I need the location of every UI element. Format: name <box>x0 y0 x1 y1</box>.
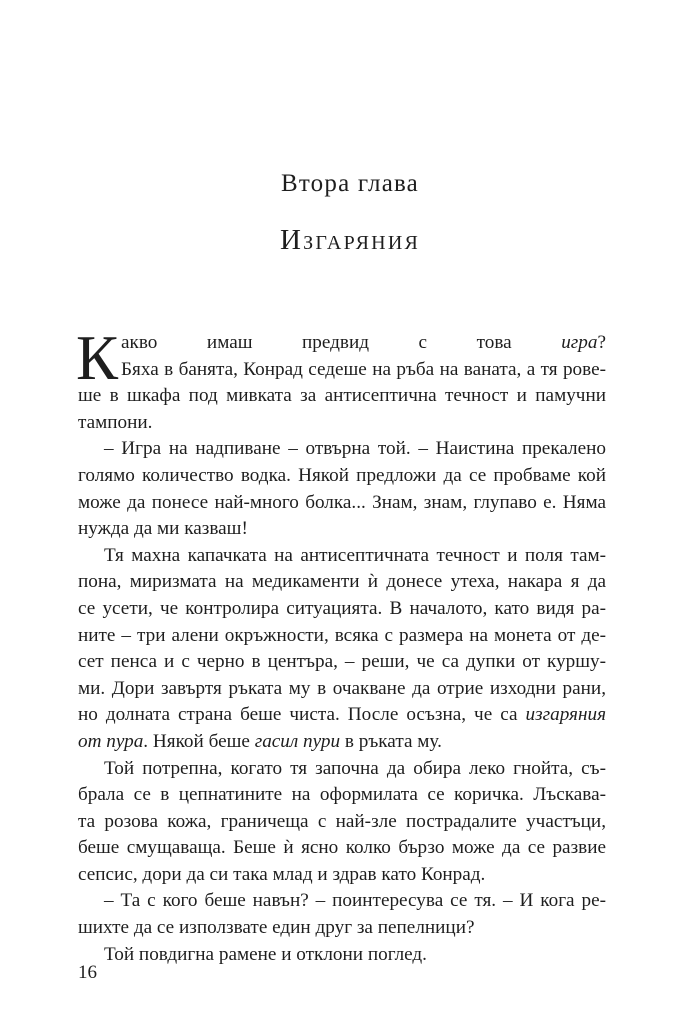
text-line: акво имаш предвид с това игра? <box>121 332 606 353</box>
text-line: шихте да се използвате един друг за пепелници? <box>78 917 475 939</box>
paragraph-3 <box>78 543 606 756</box>
text-line: сепсис, дори да си така млад и здрав като Конрад. <box>78 863 486 885</box>
text-line: Тя махна капачката на антисептичната течност и поля там- <box>104 544 606 566</box>
text-line: Бяха в банята, Конрад седеше на ръба на ваната, а тя рове- <box>121 358 606 380</box>
text-line: сет пенса и с черно в центъра, – реши, че са дупки от куршу- <box>78 651 606 673</box>
text-line: – Та с кого беше навън? – поинтересува се тя. – И кога ре- <box>104 890 606 912</box>
paragraph-2 <box>78 436 606 542</box>
text-line: от пура. Някой беше гасил пури в ръката му. <box>78 730 442 752</box>
text-line: нужда да ми казваш! <box>78 518 248 540</box>
text-line: тампони. <box>78 411 153 433</box>
text-line: ните – три алени окръжности, всяка с размера на монета от де- <box>78 624 606 646</box>
text-line: пона, миризмата на медикаменти ѝ донесе утеха, накара я да <box>78 571 606 593</box>
paragraph-6 <box>78 942 606 969</box>
text-line: ше в шкафа под мивката за антисептична течност и памучни <box>78 385 606 407</box>
chapter-number: Втора глава <box>281 170 419 197</box>
text-line: Той повдигна рамене и отклони поглед. <box>104 943 427 965</box>
text-line: голямо количество водка. Някой предложи да се пробваме кой <box>78 464 606 486</box>
text-line: но долната страна беше чиста. После осъзна, че са изгаряния <box>78 704 606 726</box>
italic-phrase: изгаряния <box>525 704 606 726</box>
page-number: 16 <box>78 962 97 983</box>
chapter-body-text <box>76 323 606 968</box>
text-line: може да понесе най-много болка... Знам, знам, глупаво е. Няма <box>78 491 606 513</box>
text-line: брала се в цепнатините на оформилата се коричка. Лъскава- <box>78 784 606 806</box>
chapter-title: Изгаряния <box>279 224 421 256</box>
text-line: се усети, че контролира ситуацията. В началото, като видя ра- <box>78 597 606 619</box>
italic-word: игра <box>561 332 598 353</box>
text-line: ми. Дори завъртя ръката му в очакване да отрие изходни рани, <box>78 677 606 699</box>
text-line: та розова кожа, граничеща с най-зле пострадалите участъци, <box>78 810 606 832</box>
drop-cap-letter: К <box>76 323 119 393</box>
italic-phrase: гасил пури <box>254 730 341 752</box>
paragraph-1 <box>76 323 606 436</box>
text-line: Той потрепна, когато тя започна да обира леко гнойта, съ- <box>104 757 606 779</box>
text-line: – Игра на надпиване – отвърна той. – Наистина прекалено <box>104 438 606 460</box>
text-line: беше смущаваща. Беше ѝ ясно колко бързо може да се развие <box>78 837 606 859</box>
paragraph-5 <box>78 888 606 941</box>
paragraph-4 <box>78 756 606 889</box>
italic-phrase: от пура <box>78 730 144 752</box>
